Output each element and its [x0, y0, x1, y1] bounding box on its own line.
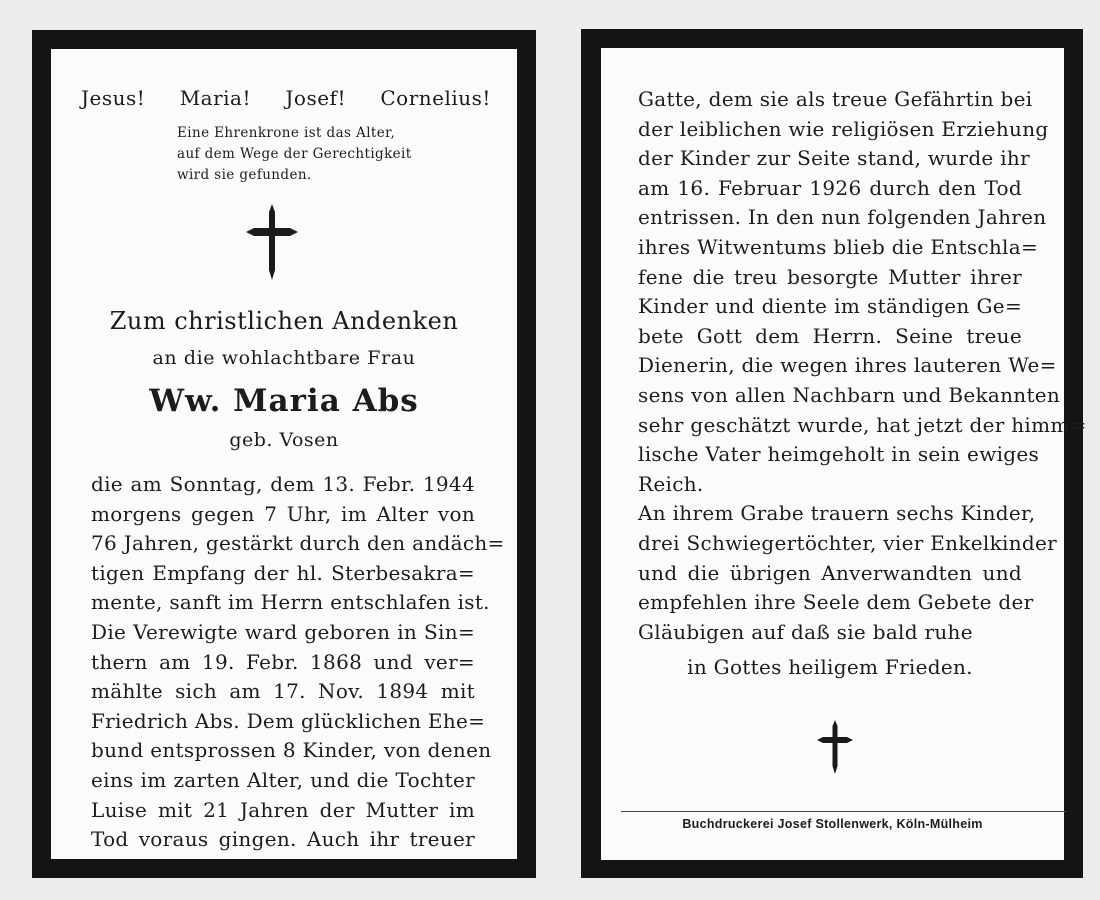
text-line: Friedrich Abs. Dem glücklichen Ehe=	[91, 708, 486, 733]
text-line: thern am 19. Febr. 1868 und ver=	[91, 649, 475, 674]
text-line: Gatte, dem sie als treue Gefährtin bei	[638, 87, 1033, 111]
motto	[177, 123, 477, 186]
right-body-text	[638, 85, 1087, 683]
invocation-josef: Josef!	[285, 86, 346, 110]
text-line: eins im zarten Alter, und die Tochter	[91, 767, 475, 792]
closing-line: in Gottes heiligem Frieden.	[687, 655, 973, 680]
text-line: Reich.	[638, 471, 704, 496]
text-line: Gläubigen auf daß sie bald ruhe	[638, 619, 973, 644]
deceased-name: Ww. Maria Abs	[149, 383, 419, 419]
text-line: sehr geschätzt wurde, hat jetzt der himm=	[638, 412, 1087, 437]
text-line: mählte sich am 17. Nov. 1894 mit	[91, 679, 475, 704]
text-line: 76 Jahren, gestärkt durch den andäch=	[91, 531, 505, 556]
right-card	[581, 29, 1087, 878]
motto-line: auf dem Wege der Gerechtigkeit	[177, 146, 412, 162]
text-line: Tod voraus gingen. Auch ihr treuer	[91, 827, 475, 852]
text-line: lische Vater heimgeholt in sein ewiges	[638, 442, 1040, 467]
text-line: Luise mit 21 Jahren der Mutter im	[91, 797, 475, 822]
text-line: Dienerin, die wegen ihres lauteren We=	[638, 353, 1057, 378]
memorial-subheading: an die wohlachtbare Frau	[152, 347, 416, 369]
motto-line: Eine Ehrenkrone ist das Alter,	[177, 125, 396, 141]
text-line: am 16. Februar 1926 durch den Tod	[638, 175, 1022, 200]
left-card	[32, 30, 536, 878]
right-card-paper	[601, 48, 1087, 860]
text-line: Die Verewigte ward geboren in Sin=	[91, 619, 475, 644]
text-line: fene die treu besorgte Mutter ihrer	[638, 264, 1022, 289]
text-line: mente, sanft im Herrn entschlafen ist.	[91, 590, 490, 615]
text-line: drei Schwiegertöchter, vier Enkelkinder	[638, 530, 1057, 555]
invocation-jesus: Jesus!	[81, 86, 146, 110]
text-line: die am Sonntag, dem 13. Febr. 1944	[91, 472, 475, 496]
text-line: An ihrem Grabe trauern sechs Kinder,	[638, 501, 1036, 526]
text-line: bete Gott dem Herrn. Seine treue	[638, 323, 1022, 348]
printer-credit: Buchdruckerei Josef Stollenwerk, Köln-Mülheim	[682, 817, 983, 831]
invocation-maria: Maria!	[179, 86, 252, 110]
text-line: der leiblichen wie religiösen Erziehung	[638, 116, 1049, 141]
text-line: sens von allen Nachbarn und Bekannten	[638, 382, 1061, 407]
invocation	[81, 86, 491, 110]
text-line: der Kinder zur Seite stand, wurde ihr	[638, 146, 1030, 171]
memorial-heading: Zum christlichen Andenken	[109, 307, 459, 335]
left-body-text	[91, 470, 505, 855]
cross-icon	[815, 719, 855, 775]
text-line: empfehlen ihre Seele dem Gebete der	[638, 590, 1034, 615]
cross-icon	[244, 202, 300, 282]
text-line: morgens gegen 7 Uhr, im Alter von	[91, 501, 475, 526]
text-line: bund entsprossen 8 Kinder, von denen	[91, 738, 492, 763]
birth-name: geb. Vosen	[229, 429, 339, 451]
text-line: entrissen. In den nun folgenden Jahren	[638, 205, 1047, 230]
text-line: tigen Empfang der hl. Sterbesakra=	[91, 560, 475, 585]
motto-line: wird sie gefunden.	[177, 167, 312, 183]
text-line: ihres Witwentums blieb die Entschla=	[638, 234, 1038, 259]
invocation-cornelius: Cornelius!	[380, 86, 491, 110]
left-card-paper	[51, 49, 517, 859]
text-line: und die übrigen Anverwandten und	[638, 560, 1022, 585]
divider-rule	[621, 811, 1066, 812]
text-line: Kinder und diente im ständigen Ge=	[638, 294, 1022, 319]
